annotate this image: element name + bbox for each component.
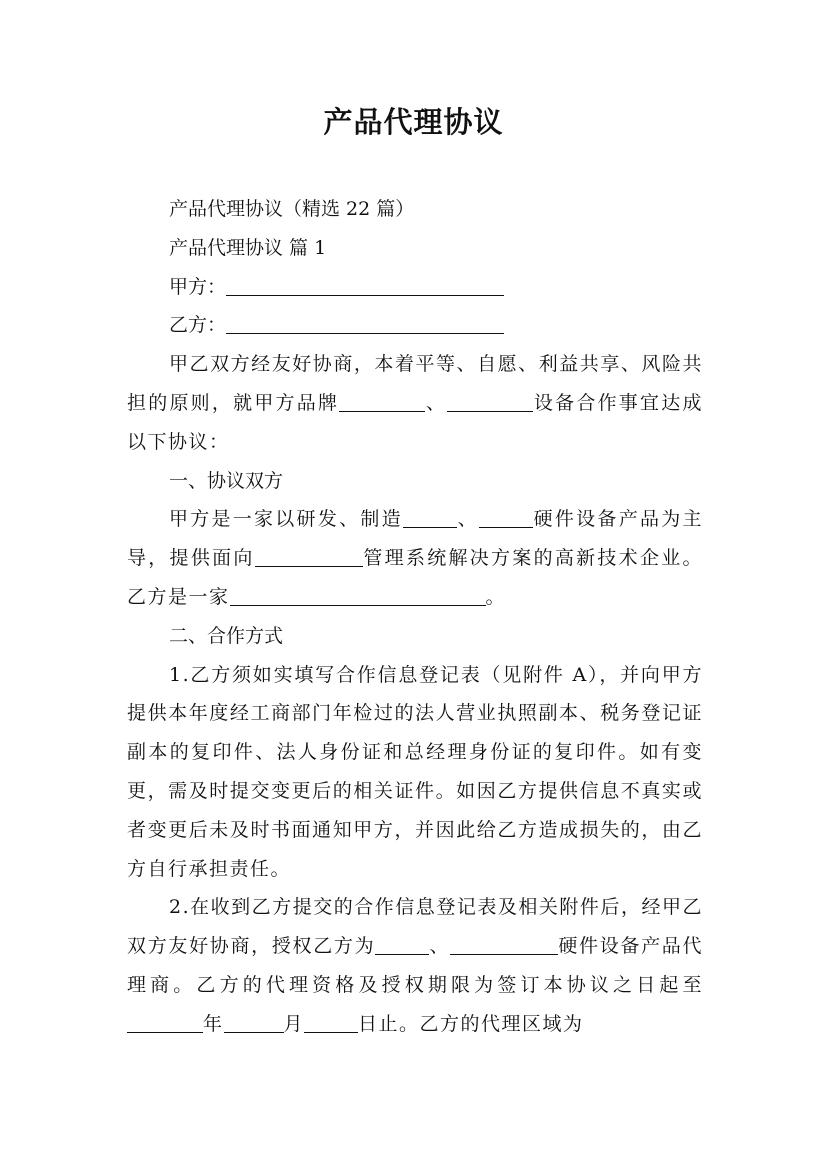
party-a-blank <box>226 276 504 296</box>
heading-parties: 一、协议双方 <box>169 469 284 492</box>
paragraph-purpose <box>127 345 703 461</box>
paragraph-parties <box>127 500 703 616</box>
party-a-line <box>127 268 703 307</box>
brand-blank <box>447 392 533 412</box>
product-blank <box>479 508 533 528</box>
party-b-label: 乙方： <box>169 314 227 337</box>
party-b-blank <box>226 314 504 334</box>
brand-blank <box>339 392 425 412</box>
intro-line: 产品代理协议（精选 22 篇） <box>169 198 415 220</box>
party-a-label: 甲方： <box>169 275 227 298</box>
section-title: 产品代理协议 篇 1 <box>169 236 327 259</box>
document-body <box>127 190 703 1044</box>
text-segment: 2.在收到乙方提交的合作信息登记表及相关附件后，经甲乙双方友好协商，授权乙方为 <box>127 896 703 958</box>
text-segment: 设备合作事宜达成以下协议： <box>127 391 703 453</box>
text-segment: 年 <box>203 1012 224 1035</box>
party-b-line <box>127 306 703 345</box>
text-segment: 、 <box>456 508 479 531</box>
system-blank <box>255 547 363 567</box>
paragraph-clause-1: 1.乙方须如实填写合作信息登记表（见附件 A），并向甲方提供本年度经工商部门年检过的法人营业执照副本、税务登记证副本的复印件、法人身份证和总经理身份证的复印件。如有变更，需及时提交变更后的相关证件。如因乙方提供信息不真实或者变更后未及时书面通知甲方，并因此给乙方造成损失的，由乙方自行承担责任。 <box>127 663 703 880</box>
text-segment: 甲乙双方经友好协商，本着平等、自愿、利益共享、风险共担的原则，就甲方品牌 <box>127 353 703 414</box>
product-blank <box>375 935 429 955</box>
text-segment: 月 <box>283 1012 305 1035</box>
year-blank <box>127 1013 203 1033</box>
paragraph-clause-2 <box>127 888 703 1043</box>
text-segment: 、 <box>429 935 451 958</box>
text-segment: 硬件设备产品为主导，提供面向 <box>127 508 703 570</box>
day-blank <box>304 1013 358 1033</box>
heading-cooperation: 二、合作方式 <box>169 624 284 647</box>
document-title: 产品代理协议 <box>323 105 504 139</box>
text-segment: 、 <box>425 391 448 414</box>
text-segment: 甲方是一家以研发、制造 <box>169 508 403 531</box>
company-blank <box>230 586 486 606</box>
text-segment: 日止。乙方的代理区域为 <box>358 1012 584 1035</box>
text-segment: 管理系统解决方案的高新技术企业。乙方是一家 <box>127 547 703 608</box>
text-segment: 硬件设备产品代理商。乙方的代理资格及授权期限为签订本协议之日起至 <box>127 935 703 996</box>
month-blank <box>224 1013 284 1033</box>
text-segment: 。 <box>485 585 507 608</box>
product-blank <box>450 935 558 955</box>
product-blank <box>403 508 457 528</box>
